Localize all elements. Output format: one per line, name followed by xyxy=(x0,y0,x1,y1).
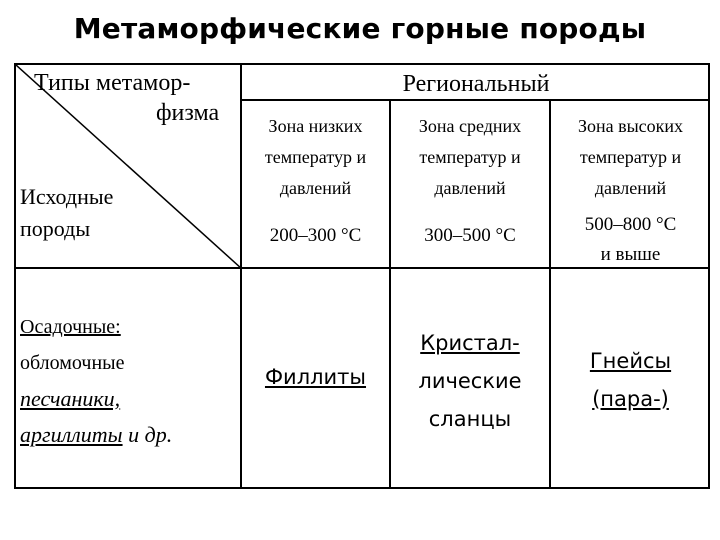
result-phyllites: Филлиты xyxy=(264,365,367,389)
zone-high-line1: Зона высоких xyxy=(577,116,684,136)
source-label-line1: Исходные xyxy=(20,184,114,209)
zone-low-line1: Зона низких xyxy=(268,116,363,136)
types-label-line2: физма xyxy=(156,100,220,126)
zone-low-header xyxy=(242,111,389,204)
types-label-line1: Типы метамор- xyxy=(34,70,191,96)
rocks-line2: обломочные xyxy=(20,352,125,374)
zone-high-line2: температур и xyxy=(579,147,682,167)
zone-high-header xyxy=(551,111,710,204)
rocks-line4 xyxy=(20,417,172,453)
metamorphism-table xyxy=(14,63,710,489)
zone-high-temp-line1: 500–800 °С xyxy=(584,214,677,235)
result-mid-line3: сланцы xyxy=(428,407,512,431)
result-mid-line1: Кристал- xyxy=(420,331,520,355)
rocks-line4-a: аргиллиты xyxy=(20,422,123,447)
zone-mid-line2: температур и xyxy=(419,147,521,167)
result-gneisses xyxy=(551,342,710,418)
zone-mid-temperature: 300–500 °С xyxy=(424,225,516,246)
zone-low-line2: температур и xyxy=(264,147,367,167)
source-rocks xyxy=(20,309,172,453)
regional-underline xyxy=(242,99,710,101)
result-crystalline-schists xyxy=(391,324,549,438)
regional-header: Региональный xyxy=(402,71,550,97)
result-high-line1: Гнейсы xyxy=(589,349,672,373)
zone-mid-header xyxy=(391,111,549,204)
rocks-line1: Осадочные: xyxy=(20,316,121,338)
result-high-line2: (пара-) xyxy=(592,387,669,411)
zone-high-temp-line2: и выше xyxy=(600,244,661,265)
zone-mid-line1: Зона средних xyxy=(418,116,522,136)
zone-low-temperature: 200–300 °С xyxy=(269,225,362,246)
source-label-line2: породы xyxy=(20,216,91,241)
zone-low-line3: давлений xyxy=(279,178,352,198)
rocks-line3: песчаники, xyxy=(20,386,121,411)
page-title: Метаморфические горные породы xyxy=(73,12,647,45)
zone-mid-line3: давлений xyxy=(434,178,506,198)
zone-high-line3: давлений xyxy=(594,178,667,198)
result-mid-line2: лические xyxy=(418,369,522,393)
rocks-line4-b: и др. xyxy=(122,422,173,447)
zone-high-temperature xyxy=(551,210,710,270)
